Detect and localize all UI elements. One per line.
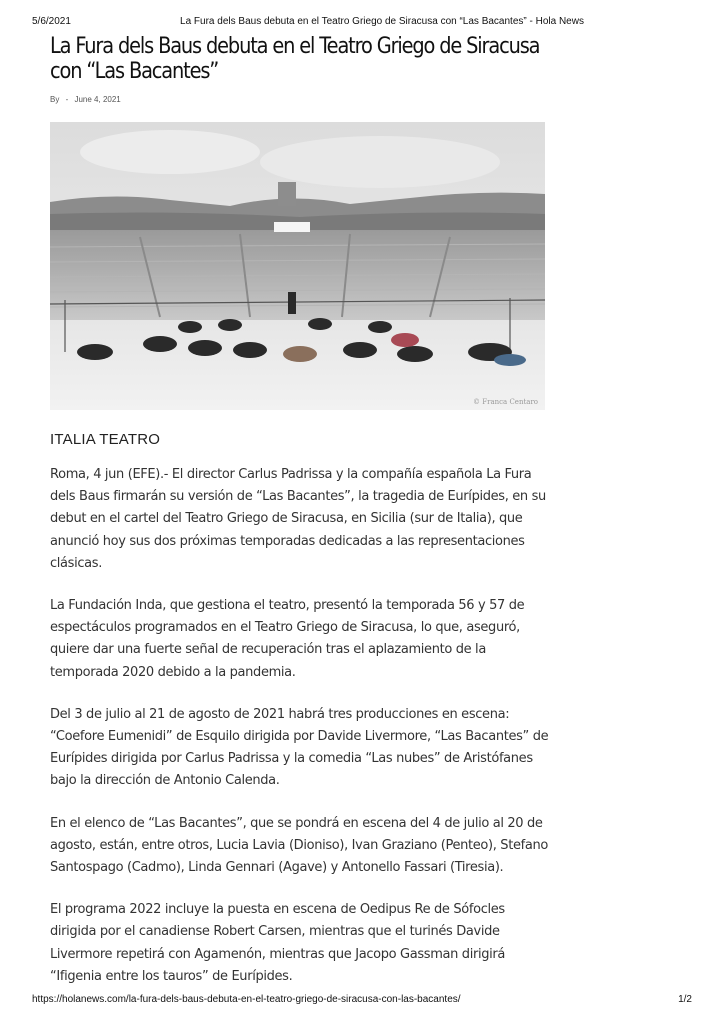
article-headline: La Fura dels Baus debuta en el Teatro Griego de Siracusa con “Las Bacantes”	[50, 34, 540, 84]
print-date: 5/6/2021	[32, 16, 71, 27]
meta-separator: -	[65, 95, 69, 104]
print-header	[32, 16, 692, 30]
theatre-photo	[50, 122, 545, 410]
section-category[interactable]: ITALIA TEATRO	[50, 431, 161, 448]
page-number: 1/2	[678, 994, 692, 1005]
hero-image	[50, 122, 545, 410]
byline[interactable]: By	[50, 95, 60, 104]
publish-date: June 4, 2021	[74, 95, 121, 104]
article-paragraph: La Fundación Inda, que gestiona el teatro, presentó la temporada 56 y 57 de espectáculos programados en el Teatro Griego de Siracusa, lo que, aseguró, quiere dar una fuerte señal de recuperación tras el aplazamiento de la temporada 2020 debido a la pandemia.	[50, 598, 525, 680]
print-document-title: La Fura dels Baus debuta en el Teatro Griego de Siracusa con “Las Bacantes” - Hola News	[180, 16, 584, 27]
article-paragraph: En el elenco de “Las Bacantes”, que se pondrá en escena del 4 de julio al 20 de agosto, están, entre otros, Lucia Lavia (Dioniso), Ivan Graziano (Penteo), Stefano Santospago (Cadmo), Linda Gennari (Agave) y Antonello Fassari (Tiresia).	[50, 815, 548, 876]
article-paragraph: Roma, 4 jun (EFE).- El director Carlus Padrissa y la compañía española La Fura dels Baus firmarán su versión de “Las Bacantes”, la tragedia de Eurípides, en su debut en el cartel del Teatro Griego de Siracusa, en Sicilia (sur de Italia), que anunció hoy sus dos próximas temporadas dedicadas a las representaciones clásicas.	[50, 467, 546, 571]
photo-watermark: © Franca Centaro	[473, 398, 538, 406]
article-paragraph: Del 3 de julio al 21 de agosto de 2021 habrá tres producciones en escena: “Coefore Eumenidi” de Esquilo dirigida por Davide Livermore, “Las Bacantes” de Eurípides dirigida por Carlus Padrissa y la comedia “Las nubes” de Aristófanes bajo la dirección de Antonio Calenda.	[50, 706, 549, 789]
article-paragraph: El programa 2022 incluye la puesta en escena de Oedipus Re de Sófocles dirigida por el canadiense Robert Carsen, mientras que el turinés Davide Livermore repetirá con Agamenón, mientras que Jacopo Gassman dirigirá “Ifigenia entre los tauros” de Eurípides.	[50, 902, 505, 984]
article-meta	[50, 95, 125, 104]
article-body	[50, 464, 550, 1008]
page-url: https://holanews.com/la-fura-dels-baus-debuta-en-el-teatro-griego-de-siracusa-con-las-bacantes/	[32, 994, 461, 1005]
